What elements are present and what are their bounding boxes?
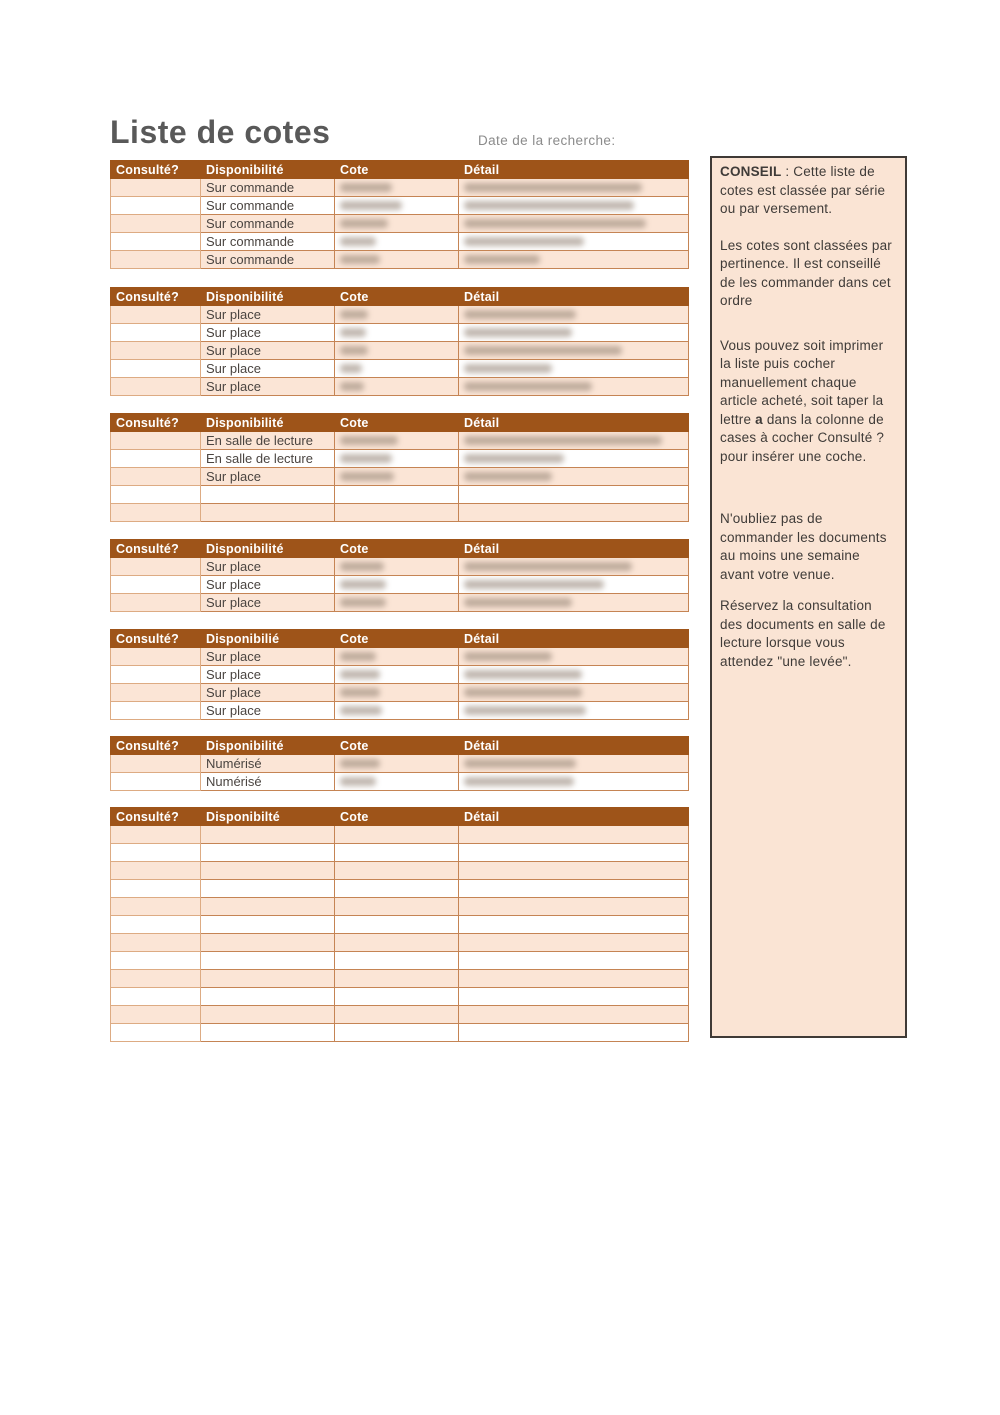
page-title: Liste de cotes	[110, 114, 331, 150]
column-header-detail: Détail	[459, 288, 689, 306]
detail-cell	[459, 215, 689, 233]
cote-table-2	[110, 287, 689, 396]
disponibilite-cell	[201, 916, 335, 934]
consulte-checkbox-cell[interactable]	[111, 826, 201, 844]
consulte-checkbox-cell[interactable]	[111, 844, 201, 862]
cote-cell	[335, 342, 459, 360]
disponibilite-cell	[201, 952, 335, 970]
disponibilite-cell	[201, 504, 335, 522]
sidebar-paragraph-3	[720, 337, 897, 467]
disponibilite-cell: Sur place	[201, 666, 335, 684]
cote-cell	[335, 179, 459, 197]
consulte-checkbox-cell[interactable]	[111, 486, 201, 504]
cote-cell	[335, 952, 459, 970]
column-header-disponibilite: Disponibilté	[201, 808, 335, 826]
column-header-consulte: Consulté?	[111, 630, 201, 648]
table-row	[111, 970, 689, 988]
cote-table-7	[110, 807, 689, 1042]
table-row	[111, 755, 689, 773]
consulte-checkbox-cell[interactable]	[111, 215, 201, 233]
column-header-consulte: Consulté?	[111, 414, 201, 432]
table-row	[111, 432, 689, 450]
redacted-detail-text	[464, 454, 564, 463]
column-header-disponibilite: Disponibilité	[201, 161, 335, 179]
redacted-cote-text	[340, 219, 388, 228]
redacted-cote-text	[340, 346, 368, 355]
cote-cell	[335, 233, 459, 251]
detail-cell	[459, 558, 689, 576]
table-row	[111, 988, 689, 1006]
cote-cell	[335, 666, 459, 684]
detail-cell	[459, 970, 689, 988]
disponibilite-cell	[201, 486, 335, 504]
column-header-cote: Cote	[335, 630, 459, 648]
disponibilite-cell: Sur place	[201, 378, 335, 396]
redacted-cote-text	[340, 237, 376, 246]
redacted-detail-text	[464, 364, 552, 373]
detail-cell	[459, 342, 689, 360]
detail-cell	[459, 880, 689, 898]
cote-cell	[335, 486, 459, 504]
disponibilite-cell: En salle de lecture	[201, 450, 335, 468]
table-row	[111, 1024, 689, 1042]
consulte-checkbox-cell[interactable]	[111, 342, 201, 360]
redacted-detail-text	[464, 183, 642, 192]
cote-cell	[335, 558, 459, 576]
sidebar-text: N'oubliez pas de commander les documents au moins une semaine avant votre venue.	[720, 511, 887, 582]
table-row	[111, 684, 689, 702]
table-row	[111, 378, 689, 396]
consulte-checkbox-cell[interactable]	[111, 179, 201, 197]
detail-cell	[459, 773, 689, 791]
detail-cell	[459, 988, 689, 1006]
column-header-cote: Cote	[335, 414, 459, 432]
column-header-cote: Cote	[335, 540, 459, 558]
disponibilite-cell	[201, 898, 335, 916]
disponibilite-cell: Sur commande	[201, 215, 335, 233]
disponibilite-cell	[201, 880, 335, 898]
detail-cell	[459, 324, 689, 342]
consulte-checkbox-cell[interactable]	[111, 360, 201, 378]
cote-cell	[335, 988, 459, 1006]
disponibilite-cell: Sur place	[201, 324, 335, 342]
redacted-detail-text	[464, 346, 622, 355]
redacted-detail-text	[464, 255, 540, 264]
consulte-checkbox-cell[interactable]	[111, 952, 201, 970]
table-row	[111, 179, 689, 197]
redacted-cote-text	[340, 598, 386, 607]
redacted-detail-text	[464, 777, 574, 786]
column-header-disponibilite: Disponibilité	[201, 540, 335, 558]
cote-cell	[335, 1006, 459, 1024]
detail-cell	[459, 233, 689, 251]
column-header-cote: Cote	[335, 808, 459, 826]
redacted-cote-text	[340, 580, 386, 589]
table-row	[111, 306, 689, 324]
table-row	[111, 1006, 689, 1024]
detail-cell	[459, 486, 689, 504]
consulte-checkbox-cell[interactable]	[111, 773, 201, 791]
column-header-disponibilite: Disponibilité	[201, 288, 335, 306]
cote-cell	[335, 215, 459, 233]
table-row	[111, 648, 689, 666]
column-header-detail: Détail	[459, 630, 689, 648]
redacted-cote-text	[340, 472, 394, 481]
column-header-detail: Détail	[459, 540, 689, 558]
table-row	[111, 360, 689, 378]
table-row	[111, 934, 689, 952]
cote-cell	[335, 450, 459, 468]
detail-cell	[459, 197, 689, 215]
sidebar-paragraph-1	[720, 163, 897, 219]
table-row	[111, 233, 689, 251]
cote-cell	[335, 576, 459, 594]
consulte-checkbox-cell[interactable]	[111, 251, 201, 269]
conseil-sidebar	[710, 156, 907, 1038]
cote-cell	[335, 970, 459, 988]
cote-cell	[335, 826, 459, 844]
redacted-detail-text	[464, 310, 576, 319]
disponibilite-cell: Numérisé	[201, 755, 335, 773]
cote-cell	[335, 880, 459, 898]
consulte-checkbox-cell[interactable]	[111, 666, 201, 684]
cote-table-1	[110, 160, 689, 269]
table-row	[111, 504, 689, 522]
table-row	[111, 844, 689, 862]
table-row	[111, 324, 689, 342]
sidebar-paragraph-2	[720, 237, 897, 311]
cote-cell	[335, 702, 459, 720]
column-header-detail: Détail	[459, 161, 689, 179]
redacted-cote-text	[340, 436, 398, 445]
detail-cell	[459, 179, 689, 197]
cote-cell	[335, 755, 459, 773]
table-row	[111, 594, 689, 612]
disponibilite-cell	[201, 826, 335, 844]
cote-table-3	[110, 413, 689, 522]
redacted-cote-text	[340, 688, 380, 697]
consulte-checkbox-cell[interactable]	[111, 755, 201, 773]
table-row	[111, 558, 689, 576]
consulte-checkbox-cell[interactable]	[111, 197, 201, 215]
detail-cell	[459, 1024, 689, 1042]
consulte-checkbox-cell[interactable]	[111, 988, 201, 1006]
redacted-detail-text	[464, 652, 552, 661]
disponibilite-cell	[201, 1024, 335, 1042]
redacted-cote-text	[340, 759, 380, 768]
detail-cell	[459, 952, 689, 970]
detail-cell	[459, 898, 689, 916]
cote-cell	[335, 324, 459, 342]
consulte-checkbox-cell[interactable]	[111, 684, 201, 702]
cote-cell	[335, 378, 459, 396]
redacted-detail-text	[464, 237, 584, 246]
redacted-cote-text	[340, 652, 376, 661]
table-row	[111, 468, 689, 486]
cote-cell	[335, 844, 459, 862]
cote-cell	[335, 898, 459, 916]
detail-cell	[459, 666, 689, 684]
disponibilite-cell: Sur commande	[201, 197, 335, 215]
redacted-cote-text	[340, 382, 364, 391]
cote-cell	[335, 773, 459, 791]
table-row	[111, 898, 689, 916]
column-header-consulte: Consulté?	[111, 808, 201, 826]
disponibilite-cell	[201, 970, 335, 988]
consulte-checkbox-cell[interactable]	[111, 648, 201, 666]
disponibilite-cell	[201, 988, 335, 1006]
detail-cell	[459, 306, 689, 324]
sidebar-text: : Cette liste de cotes est classée par série ou par versement.	[720, 164, 886, 216]
consulte-checkbox-cell[interactable]	[111, 862, 201, 880]
redacted-cote-text	[340, 706, 382, 715]
detail-cell	[459, 916, 689, 934]
detail-cell	[459, 862, 689, 880]
detail-cell	[459, 826, 689, 844]
disponibilite-cell: Sur place	[201, 360, 335, 378]
cote-cell	[335, 468, 459, 486]
consulte-checkbox-cell[interactable]	[111, 934, 201, 952]
table-row	[111, 197, 689, 215]
redacted-cote-text	[340, 777, 376, 786]
consulte-checkbox-cell[interactable]	[111, 504, 201, 522]
cote-cell	[335, 306, 459, 324]
cote-table-4	[110, 539, 689, 612]
detail-cell	[459, 1006, 689, 1024]
cote-cell	[335, 360, 459, 378]
table-row	[111, 916, 689, 934]
consulte-checkbox-cell[interactable]	[111, 378, 201, 396]
cote-table-6	[110, 736, 689, 791]
disponibilite-cell: Sur place	[201, 648, 335, 666]
disponibilite-cell	[201, 862, 335, 880]
disponibilite-cell: Sur place	[201, 594, 335, 612]
detail-cell	[459, 594, 689, 612]
disponibilite-cell: Sur commande	[201, 179, 335, 197]
consulte-checkbox-cell[interactable]	[111, 576, 201, 594]
table-row	[111, 826, 689, 844]
consulte-checkbox-cell[interactable]	[111, 1006, 201, 1024]
column-header-cote: Cote	[335, 161, 459, 179]
sidebar-text: Les cotes sont classées par pertinence. Il est conseillé de les commander dans cet ordre	[720, 237, 892, 308]
consulte-checkbox-cell[interactable]	[111, 1024, 201, 1042]
disponibilite-cell: Sur place	[201, 468, 335, 486]
consulte-checkbox-cell[interactable]	[111, 594, 201, 612]
detail-cell	[459, 755, 689, 773]
consulte-checkbox-cell[interactable]	[111, 970, 201, 988]
consulte-checkbox-cell[interactable]	[111, 450, 201, 468]
column-header-cote: Cote	[335, 737, 459, 755]
disponibilite-cell: Sur place	[201, 702, 335, 720]
table-row	[111, 450, 689, 468]
disponibilite-cell	[201, 844, 335, 862]
disponibilite-cell: Sur commande	[201, 251, 335, 269]
disponibilite-cell: Numérisé	[201, 773, 335, 791]
consulte-checkbox-cell[interactable]	[111, 432, 201, 450]
consulte-checkbox-cell[interactable]	[111, 324, 201, 342]
column-header-consulte: Consulté?	[111, 161, 201, 179]
redacted-detail-text	[464, 328, 572, 337]
detail-cell	[459, 432, 689, 450]
detail-cell	[459, 648, 689, 666]
consulte-checkbox-cell[interactable]	[111, 558, 201, 576]
consulte-checkbox-cell[interactable]	[111, 468, 201, 486]
redacted-detail-text	[464, 580, 604, 589]
redacted-detail-text	[464, 688, 582, 697]
cote-cell	[335, 862, 459, 880]
consulte-checkbox-cell[interactable]	[111, 880, 201, 898]
column-header-cote: Cote	[335, 288, 459, 306]
sidebar-bold-text: CONSEIL	[720, 164, 782, 179]
sidebar-paragraph-4	[720, 510, 897, 584]
detail-cell	[459, 378, 689, 396]
detail-cell	[459, 576, 689, 594]
disponibilite-cell: Sur place	[201, 576, 335, 594]
detail-cell	[459, 702, 689, 720]
consulte-checkbox-cell[interactable]	[111, 233, 201, 251]
redacted-detail-text	[464, 598, 572, 607]
sidebar-paragraph-5	[720, 597, 897, 671]
disponibilite-cell: Sur place	[201, 342, 335, 360]
redacted-detail-text	[464, 670, 582, 679]
consulte-checkbox-cell[interactable]	[111, 306, 201, 324]
redacted-cote-text	[340, 454, 392, 463]
disponibilite-cell: Sur place	[201, 684, 335, 702]
disponibilite-cell: Sur place	[201, 558, 335, 576]
consulte-checkbox-cell[interactable]	[111, 916, 201, 934]
disponibilite-cell	[201, 934, 335, 952]
detail-cell	[459, 450, 689, 468]
table-row	[111, 215, 689, 233]
table-row	[111, 702, 689, 720]
column-header-consulte: Consulté?	[111, 540, 201, 558]
consulte-checkbox-cell[interactable]	[111, 702, 201, 720]
sidebar-bold-text: a	[755, 411, 763, 427]
column-header-consulte: Consulté?	[111, 288, 201, 306]
cote-table-5	[110, 629, 689, 720]
column-header-detail: Détail	[459, 808, 689, 826]
table-row	[111, 251, 689, 269]
sidebar-text: Réservez la consultation des documents en salle de lecture lorsque vous attendez "une levée".	[720, 598, 886, 669]
disponibilite-cell	[201, 1006, 335, 1024]
cote-cell	[335, 251, 459, 269]
redacted-cote-text	[340, 201, 402, 210]
table-row	[111, 773, 689, 791]
redacted-cote-text	[340, 255, 380, 264]
redacted-detail-text	[464, 759, 576, 768]
redacted-detail-text	[464, 201, 634, 210]
column-header-disponibilite: Disponibilié	[201, 630, 335, 648]
column-header-detail: Détail	[459, 737, 689, 755]
table-row	[111, 880, 689, 898]
redacted-cote-text	[340, 364, 362, 373]
column-header-consulte: Consulté?	[111, 737, 201, 755]
redacted-cote-text	[340, 183, 392, 192]
redacted-detail-text	[464, 706, 586, 715]
disponibilite-cell: En salle de lecture	[201, 432, 335, 450]
redacted-detail-text	[464, 562, 632, 571]
redacted-detail-text	[464, 436, 662, 445]
redacted-cote-text	[340, 670, 380, 679]
cote-tables-area	[110, 160, 688, 1042]
cote-cell	[335, 684, 459, 702]
cote-cell	[335, 504, 459, 522]
disponibilite-cell: Sur place	[201, 306, 335, 324]
column-header-detail: Détail	[459, 414, 689, 432]
redacted-cote-text	[340, 562, 384, 571]
column-header-disponibilite: Disponibilité	[201, 414, 335, 432]
redacted-cote-text	[340, 310, 368, 319]
sidebar-text: dans la colonne de cases à cocher Consulté ? pour insérer une coche.	[720, 411, 885, 464]
cote-cell	[335, 648, 459, 666]
table-row	[111, 862, 689, 880]
detail-cell	[459, 844, 689, 862]
redacted-detail-text	[464, 472, 552, 481]
detail-cell	[459, 360, 689, 378]
detail-cell	[459, 251, 689, 269]
table-row	[111, 666, 689, 684]
redacted-detail-text	[464, 219, 646, 228]
redacted-detail-text	[464, 382, 592, 391]
detail-cell	[459, 504, 689, 522]
table-row	[111, 576, 689, 594]
redacted-cote-text	[340, 328, 366, 337]
table-row	[111, 486, 689, 504]
search-date-label: Date de la recherche:	[478, 133, 616, 148]
cote-cell	[335, 1024, 459, 1042]
cote-cell	[335, 197, 459, 215]
cote-cell	[335, 432, 459, 450]
table-row	[111, 952, 689, 970]
cote-cell	[335, 934, 459, 952]
consulte-checkbox-cell[interactable]	[111, 898, 201, 916]
column-header-disponibilite: Disponibilité	[201, 737, 335, 755]
cote-cell	[335, 594, 459, 612]
table-row	[111, 342, 689, 360]
detail-cell	[459, 468, 689, 486]
cote-cell	[335, 916, 459, 934]
disponibilite-cell: Sur commande	[201, 233, 335, 251]
detail-cell	[459, 934, 689, 952]
detail-cell	[459, 684, 689, 702]
sidebar-text: Vous pouvez soit imprimer la liste puis cocher manuellement chaque article acheté, soit taper la lettre	[720, 337, 884, 427]
